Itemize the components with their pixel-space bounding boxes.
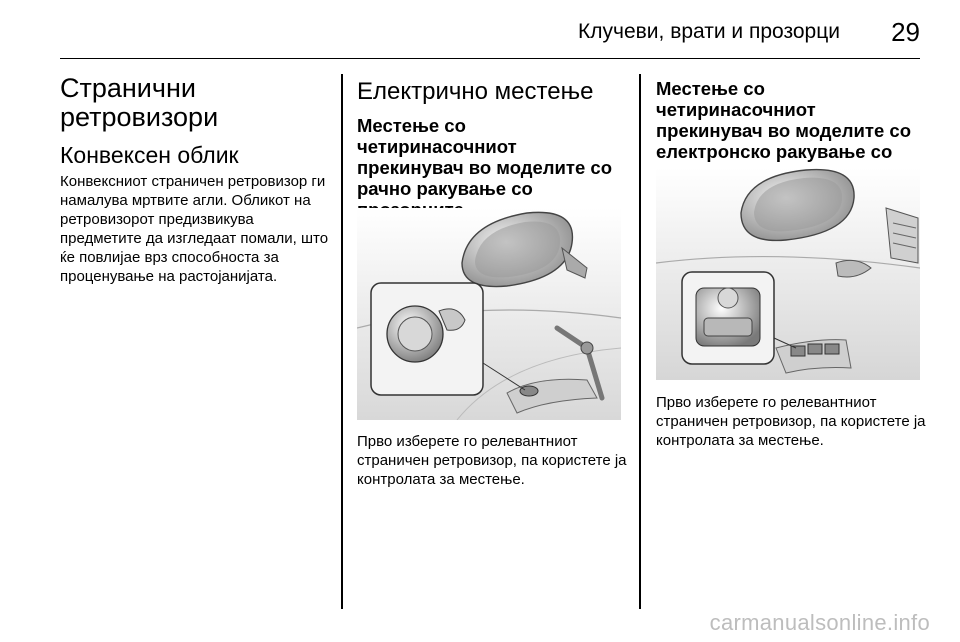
section-title: Странични ретровизори — [60, 73, 219, 132]
page-header — [60, 0, 920, 59]
subsection-title: Конвексен облик — [60, 142, 239, 168]
column-2 — [357, 78, 627, 220]
column-divider — [341, 74, 343, 609]
column-1 — [60, 74, 330, 286]
mirror-switch-illustration-electronic — [656, 168, 920, 380]
body-paragraph: Конвексниот страничен ретровизор ги намалува мртвите агли. Обликот на ретровизорот предизвикува предметите да изгледаат помали, што ќе повлијае врз способноста за проценување на растојанијата. — [60, 173, 329, 285]
body-paragraph: Прво изберете го релевантниот страничен ретровизор, па користете ја контролата за местење. — [357, 433, 627, 488]
page-number: 29 — [891, 17, 920, 47]
body-paragraph: Прво изберете го релевантниот страничен ретровизор, па користете ја контролата за местење. — [656, 394, 926, 449]
caption-block — [656, 393, 926, 450]
watermark: carmanualsonline.info — [709, 610, 930, 635]
header-title: Клучеви, врати и прозорци — [578, 20, 840, 43]
caption-block — [357, 432, 627, 489]
subsection-title: Местење со четиринасочниот прекинувач во моделите со рачно ракување со — [357, 115, 612, 199]
subsection-title: Местење со четиринасочниот прекинувач во моделите со електронско ракување со — [656, 78, 911, 162]
column-divider — [639, 74, 641, 609]
section-title: Електрично местење — [357, 78, 594, 105]
mirror-switch-illustration-manual — [357, 208, 621, 420]
